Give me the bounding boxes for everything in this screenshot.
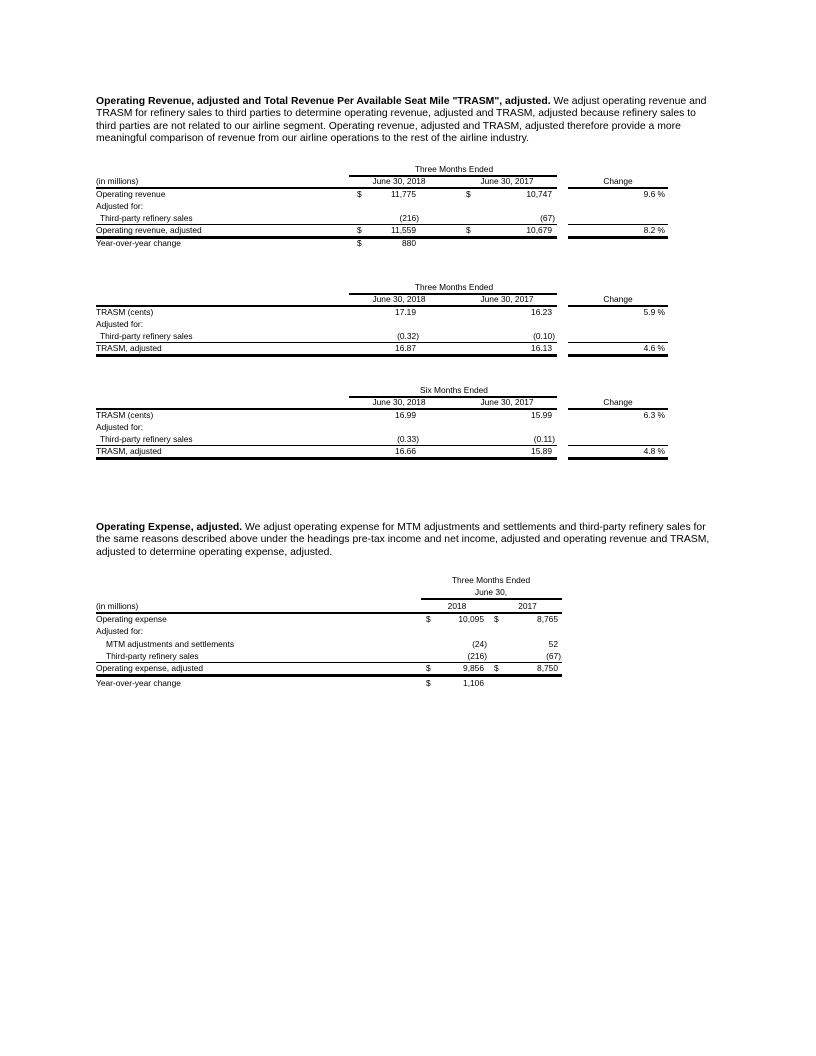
row-label: Year-over-year change — [96, 238, 181, 248]
section-heading: Operating Revenue, adjusted and Total Revenue Per Available Seat Mile "TRASM", adjusted. — [96, 96, 551, 107]
col-header-2018: June 30, 2018 — [372, 294, 426, 304]
value-2018: (216) — [467, 651, 487, 661]
currency: $ — [466, 225, 471, 235]
currency: $ — [357, 189, 362, 199]
value-2018: 10,095 — [458, 614, 484, 624]
table-row — [96, 330, 668, 342]
period-header: Three Months Ended — [451, 575, 531, 585]
row-label: Third-party refinery sales — [100, 213, 193, 223]
table-row — [96, 433, 668, 445]
double-divider — [96, 354, 557, 357]
header-row — [96, 396, 668, 408]
row-label: Adjusted for: — [96, 626, 144, 636]
table-row — [96, 613, 566, 625]
double-divider — [96, 457, 557, 460]
row-label: Adjusted for: — [96, 422, 144, 432]
table-row — [96, 445, 668, 457]
period-header: Six Months Ended — [420, 385, 488, 395]
trasm-six-month-table — [96, 384, 668, 459]
table-row — [96, 409, 668, 421]
double-divider — [568, 354, 668, 357]
table-row — [96, 342, 668, 354]
value-2018: 1,106 — [463, 678, 484, 688]
col-header-2017: June 30, 2017 — [480, 294, 534, 304]
period-subheader: June 30, — [474, 587, 508, 597]
value-2018: 16.99 — [395, 410, 416, 420]
value-change: 9.6 % — [643, 189, 665, 199]
row-label: TRASM (cents) — [96, 307, 154, 317]
table-row — [96, 650, 566, 662]
table-row — [96, 625, 566, 637]
unit-label: (in millions) — [96, 176, 139, 186]
operating-revenue-table — [96, 163, 668, 253]
table-row — [96, 677, 566, 689]
value-2017: 8,765 — [537, 614, 558, 624]
row-label: Third-party refinery sales — [106, 651, 199, 661]
value-2017: 15.99 — [531, 410, 552, 420]
section-body: We adjust operating expense for MTM adjustments and settlements and third-party refinery sales for the same reasons described above under the headings pre-tax income and net income, adjusted and operating revenue and TRASM, adjusted to determine operating expense, adjusted. — [96, 522, 710, 558]
value-2017: 10,679 — [526, 225, 552, 235]
value-2017: (0.11) — [533, 434, 555, 444]
table-row — [96, 318, 668, 330]
value-2018: 11,559 — [391, 225, 416, 235]
row-label: Third-party refinery sales — [100, 434, 193, 444]
trasm-three-month-table — [96, 281, 668, 356]
value-2018: (24) — [472, 639, 487, 649]
row-label: Year-over-year change — [96, 678, 181, 688]
operating-expense-paragraph — [96, 522, 716, 559]
section-body: We adjust operating revenue and TRASM for refinery sales to third parties to determine operating revenue, adjusted and TRASM, adjusted because refinery sales to third parties are not related to our airline segment. Operating revenue, adjusted and TRASM, adjusted therefore provide a more meaningful comparison of revenue from our airline operations to the rest of the airline industry. — [96, 96, 707, 144]
row-label: Operating revenue, adjusted — [96, 225, 202, 235]
period-header: Three Months Ended — [414, 164, 494, 174]
row-label: MTM adjustments and settlements — [106, 639, 235, 649]
double-divider — [568, 457, 668, 460]
col-header-2018: 2018 — [447, 601, 467, 611]
col-header-2017: June 30, 2017 — [480, 176, 534, 186]
table-row — [96, 306, 668, 318]
value-2018: (0.32) — [397, 331, 419, 341]
operating-expense-table — [96, 574, 566, 692]
row-label: TRASM, adjusted — [96, 446, 162, 456]
value-2018: 16.66 — [395, 446, 416, 456]
currency: $ — [426, 663, 431, 673]
value-2017: 52 — [548, 639, 558, 649]
currency: $ — [466, 189, 471, 199]
row-label: Operating expense, adjusted — [96, 663, 204, 673]
col-header-change: Change — [603, 176, 633, 186]
value-2018: 17.19 — [395, 307, 416, 317]
col-header-change: Change — [603, 294, 633, 304]
table-row — [96, 188, 668, 200]
unit-label: (in millions) — [96, 601, 139, 611]
col-header-change: Change — [603, 397, 633, 407]
col-header-2017: 2017 — [518, 601, 537, 611]
row-label: TRASM (cents) — [96, 410, 154, 420]
value-change: 4.6 % — [643, 343, 665, 353]
row-label: Operating expense — [96, 614, 167, 624]
value-change: 6.3 % — [643, 410, 665, 420]
row-label: TRASM, adjusted — [96, 343, 162, 353]
value-change: 5.9 % — [643, 307, 665, 317]
header-row — [96, 600, 566, 612]
header-row — [96, 175, 668, 187]
table-row — [96, 212, 668, 224]
value-2018: 880 — [402, 238, 416, 248]
row-label: Adjusted for: — [96, 201, 144, 211]
col-header-2017: June 30, 2017 — [480, 397, 534, 407]
period-header: Three Months Ended — [414, 282, 494, 292]
value-2017: (67) — [540, 213, 555, 223]
value-2018: (216) — [399, 213, 419, 223]
value-2017: 15.89 — [531, 446, 552, 456]
value-2018: 9,856 — [463, 663, 484, 673]
col-header-2018: June 30, 2018 — [372, 397, 426, 407]
value-2017: (67) — [546, 651, 561, 661]
table-row — [96, 421, 668, 433]
value-change: 8.2 % — [643, 225, 665, 235]
operating-revenue-paragraph — [96, 96, 716, 145]
value-2017: 16.13 — [531, 343, 552, 353]
row-label: Adjusted for: — [96, 319, 144, 329]
value-2017: (0.10) — [533, 331, 555, 341]
table-row — [96, 237, 668, 249]
value-2017: 16.23 — [531, 307, 552, 317]
value-2017: 10,747 — [526, 189, 552, 199]
value-2018: 11,775 — [391, 189, 416, 199]
currency: $ — [357, 225, 362, 235]
col-header-2018: June 30, 2018 — [372, 176, 426, 186]
currency: $ — [426, 678, 431, 688]
value-2017: 8,750 — [537, 663, 558, 673]
currency: $ — [357, 238, 362, 248]
table-row — [96, 638, 566, 650]
section-heading: Operating Expense, adjusted. — [96, 522, 243, 533]
header-row — [96, 293, 668, 305]
table-row — [96, 662, 566, 674]
table-row — [96, 200, 668, 212]
value-2018: (0.33) — [397, 434, 419, 444]
table-row — [96, 224, 668, 236]
value-change: 4.8 % — [643, 446, 665, 456]
currency: $ — [494, 614, 499, 624]
value-2018: 16.87 — [395, 343, 416, 353]
row-label: Third-party refinery sales — [100, 331, 193, 341]
currency: $ — [426, 614, 431, 624]
row-label: Operating revenue — [96, 189, 166, 199]
currency: $ — [494, 663, 499, 673]
